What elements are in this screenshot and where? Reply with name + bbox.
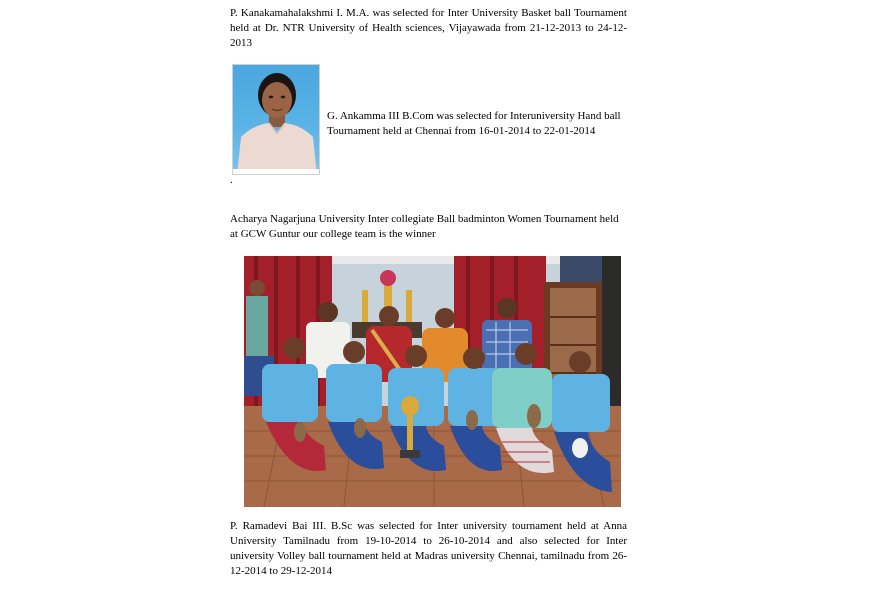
paragraph-basketball: P. Kanakamahalakshmi I. M.A. was selected for Inter University Basket ball Tournament held at Dr. NTR University of Health sciences, Vijayawada from 21-12-2013 to 24-12-2013: [230, 7, 627, 49]
paragraph-ball-badminton: Acharya Nagarjuna University Inter collegiate Ball badminton Women Tournament held at GCW Guntur our college team is the winner: [230, 213, 619, 240]
paragraph-volleyball: P. Ramadevi Bai III. B.Sc was selected for Inter university tournament held at Anna University Tamilnadu from 19-10-2014 to 26-10-2014 and also selected for Inter university Volley ball tournament held at Madras university Chennai, tamilnadu from 26-12-2014 to 29-12-2014: [230, 520, 627, 577]
team-photo-illustration: [244, 256, 621, 507]
stray-mark: .: [230, 174, 233, 186]
portrait-photo: [232, 64, 320, 175]
team-group-photo: [244, 256, 621, 507]
paragraph-handball: G. Ankamma III B.Com was selected for Interuniversity Hand ball Tournament held at Chennai from 16-01-2014 to 22-01-2014: [327, 110, 621, 137]
portrait-illustration: [233, 65, 320, 175]
